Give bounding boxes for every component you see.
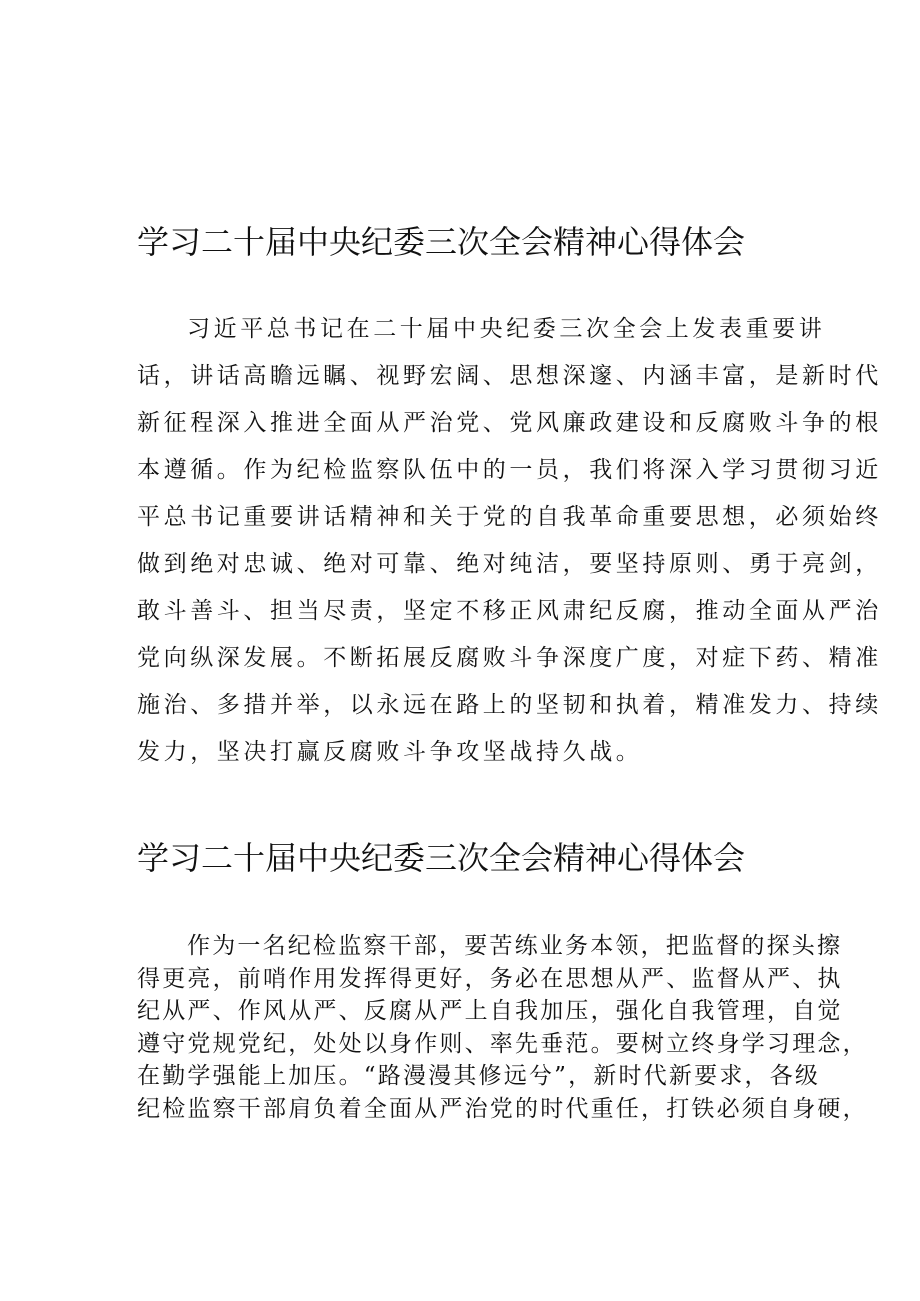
section-title: 学习二十届中央纪委三次全会精神心得体会 xyxy=(137,223,746,261)
paragraph-line: 敢斗善斗、担当尽责，坚定不移正风肃纪反腐，推动全面从严治 xyxy=(137,598,882,624)
paragraph-line: 习近平总书记在二十届中央纪委三次全会上发表重要讲 xyxy=(187,316,826,342)
paragraph-line: 话，讲话高瞻远瞩、视野宏阔、思想深邃、内涵丰富，是新时代 xyxy=(137,363,882,389)
paragraph-line: 施治、多措并举，以永远在路上的坚韧和执着，精准发力、持续 xyxy=(137,692,882,718)
paragraph-line: 在勤学强能上加压。“路漫漫其修远兮”，新时代新要求，各级 xyxy=(137,1063,821,1089)
paragraph-line: 新征程深入推进全面从严治党、党风廉政建设和反腐败斗争的根 xyxy=(137,410,882,436)
paragraph-line: 平总书记重要讲话精神和关于党的自我革命重要思想，必须始终 xyxy=(137,504,882,530)
section-title: 学习二十届中央纪委三次全会精神心得体会 xyxy=(137,839,746,877)
paragraph-line: 做到绝对忠诚、绝对可靠、绝对纯洁，要坚持原则、勇于亮剑， xyxy=(137,551,882,577)
paragraph-line: 本遵循。作为纪检监察队伍中的一员，我们将深入学习贯彻习近 xyxy=(137,457,882,483)
paragraph-line: 作为一名纪检监察干部，要苦练业务本领，把监督的探头擦 xyxy=(187,933,843,959)
paragraph-line: 纪从严、作风从严、反腐从严上自我加压，强化自我管理，自觉 xyxy=(137,998,843,1024)
paragraph-line: 纪检监察干部肩负着全面从严治党的时代重任，打铁必须自身硬， xyxy=(137,1095,868,1122)
paragraph-line: 遵守党规党纪，处处以身作则、率先垂范。要树立终身学习理念， xyxy=(137,1030,868,1057)
section-paragraph xyxy=(137,306,882,776)
paragraph-line: 发力，坚决打赢反腐败斗争攻坚战持久战。 xyxy=(137,739,643,765)
section-paragraph xyxy=(137,930,868,1125)
paragraph-line: 得更亮，前哨作用发挥得更好，务必在思想从严、监督从严、执 xyxy=(137,965,843,992)
paragraph-line: 党向纵深发展。不断拓展反腐败斗争深度广度，对症下药、精准 xyxy=(137,645,882,671)
